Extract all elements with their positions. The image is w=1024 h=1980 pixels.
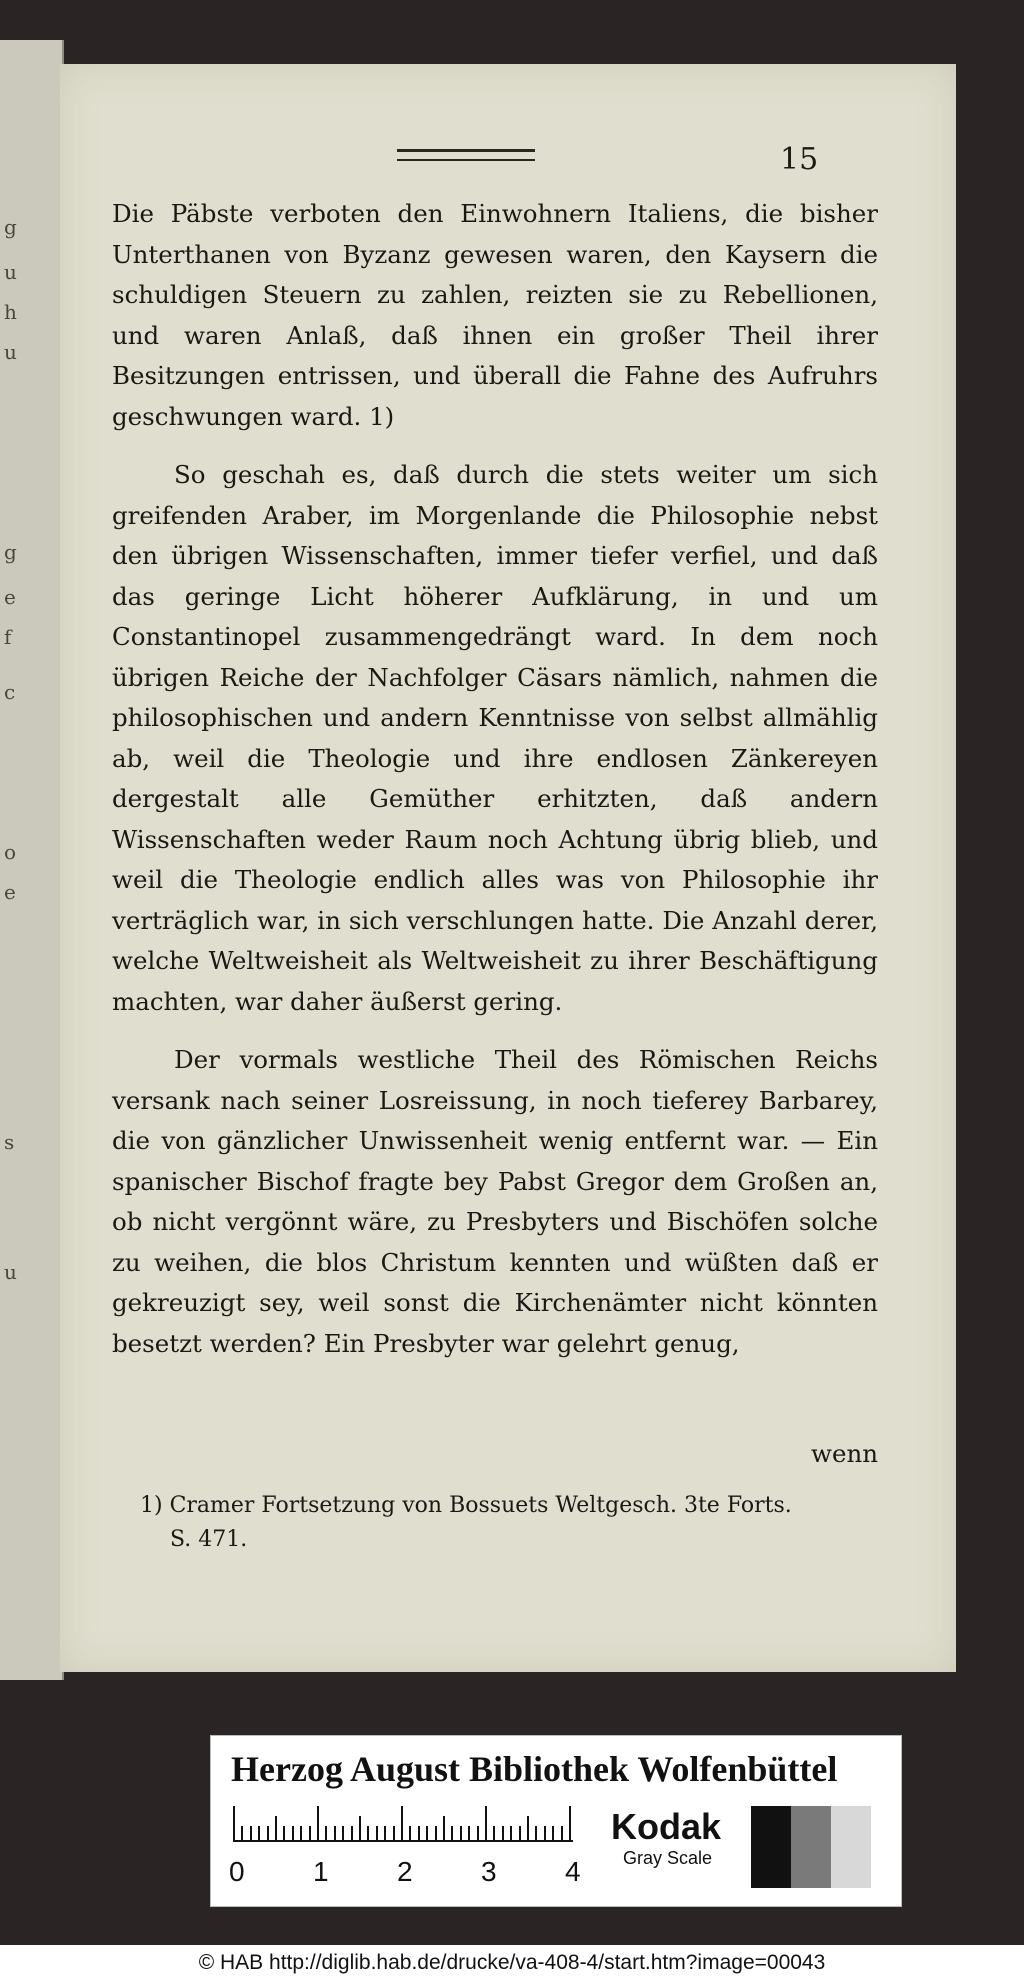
page-number: 15 bbox=[780, 142, 819, 177]
body-text bbox=[112, 194, 878, 1382]
ruler-label: 3 bbox=[481, 1856, 497, 1887]
ruler-tick bbox=[493, 1826, 495, 1840]
ruler-tick bbox=[510, 1826, 512, 1840]
footnote bbox=[140, 1489, 880, 1557]
page-edge-fragment: u bbox=[4, 340, 17, 364]
ruler-tick bbox=[359, 1816, 361, 1840]
footnote-line: S. 471. bbox=[170, 1527, 248, 1552]
ruler-tick bbox=[418, 1826, 420, 1840]
ruler-tick bbox=[561, 1826, 563, 1840]
ruler-tick bbox=[393, 1826, 395, 1840]
catchword: wenn bbox=[810, 1439, 878, 1468]
ruler-label: 2 bbox=[397, 1856, 413, 1887]
ruler-tick bbox=[258, 1826, 260, 1840]
ruler-tick bbox=[283, 1826, 285, 1840]
page-edge-fragment: e bbox=[4, 880, 16, 904]
ruler-tick bbox=[292, 1826, 294, 1840]
ruler-tick bbox=[401, 1806, 403, 1840]
ruler-tick bbox=[250, 1826, 252, 1840]
library-title: Herzog August Bibliothek Wolfenbüttel bbox=[231, 1749, 838, 1789]
page-edge-fragment: u bbox=[4, 260, 17, 284]
page-edge-fragment: u bbox=[4, 1260, 17, 1284]
page-edge-fragment: s bbox=[4, 1130, 15, 1154]
ruler-label: 4 bbox=[565, 1856, 581, 1887]
ruler-tick bbox=[384, 1826, 386, 1840]
ruler-tick bbox=[233, 1806, 235, 1840]
ruler-tick bbox=[300, 1826, 302, 1840]
ruler-tick bbox=[426, 1826, 428, 1840]
paragraph: So geschah es, daß durch die stets weiter um sich greifenden Araber, im Morgenlande die Philosophie nebst den übrigen Wissenschaften, immer tiefer verfiel, und daß das geringe Licht höherer Aufklärung, in und um Constantinopel zusammengedrängt ward. In dem noch übrigen Reiche der Nachfolger Cäsars nämlich, nahmen die philosophischen und andern Kenntnisse von selbst allmählig ab, weil die Theologie und ihre endlosen Zänkereyen dergestalt alle Gemüther erhitzten, daß andern Wissenschaften weder Raum noch Achtung übrig blieb, und weil die Theologie endlich alles was von Philosophie ihr verträglich war, in sich verschlungen hatte. Die Anzahl derer, welche Weltweisheit als Weltweisheit zu ihrer Beschäftigung machten, war daher äußerst gering. bbox=[112, 460, 878, 1016]
ruler-label: 0 bbox=[229, 1856, 245, 1887]
ruler-tick bbox=[317, 1806, 319, 1840]
ruler-tick bbox=[334, 1826, 336, 1840]
ruler-tick bbox=[552, 1826, 554, 1840]
ruler-tick bbox=[342, 1826, 344, 1840]
ruler-line bbox=[233, 1806, 573, 1842]
ruler-tick bbox=[485, 1806, 487, 1840]
ruler-tick bbox=[435, 1826, 437, 1840]
ruler-tick bbox=[241, 1826, 243, 1840]
footnote-line: 1) Cramer Fortsetzung von Bossuets Weltgesch. 3te Forts. bbox=[140, 1493, 792, 1518]
ruler-tick bbox=[367, 1826, 369, 1840]
page-edge-fragment: h bbox=[4, 300, 17, 324]
ruler-tick bbox=[569, 1806, 571, 1840]
ruler-tick bbox=[460, 1826, 462, 1840]
scale-ruler bbox=[229, 1806, 593, 1898]
page-edge-fragment: o bbox=[4, 840, 17, 864]
ruler-tick bbox=[376, 1826, 378, 1840]
color-calibration-card bbox=[210, 1735, 902, 1907]
ruler-tick bbox=[275, 1816, 277, 1840]
page-edge-fragment: c bbox=[4, 680, 16, 704]
ruler-label: 1 bbox=[313, 1856, 329, 1887]
gray-swatch-dark bbox=[751, 1806, 791, 1888]
page-edge-fragment: g bbox=[4, 215, 17, 239]
ruler-tick bbox=[502, 1826, 504, 1840]
previous-page-edge bbox=[0, 40, 64, 1680]
ruler-tick bbox=[409, 1826, 411, 1840]
ruler-tick bbox=[443, 1816, 445, 1840]
ruler-tick bbox=[267, 1826, 269, 1840]
gray-swatch-mid bbox=[791, 1806, 831, 1888]
ruler-tick bbox=[309, 1826, 311, 1840]
page-edge-fragment: e bbox=[4, 585, 16, 609]
ruler-tick bbox=[544, 1826, 546, 1840]
paragraph: Die Päbste verboten den Einwohnern Italiens, die bisher Unterthanen von Byzanz gewesen waren, den Kaysern die schuldigen Steuern zu zahlen, reizten sie zu Rebellionen, und waren Anlaß, daß ihnen ein großer Theil ihrer Besitzungen entrissen, und überall die Fahne des Aufruhrs geschwungen ward. 1) bbox=[112, 199, 878, 431]
grayscale-label: Gray Scale bbox=[623, 1848, 713, 1868]
gray-swatch-light bbox=[831, 1806, 871, 1888]
page-edge-fragment: f bbox=[4, 625, 12, 649]
ruler-tick bbox=[477, 1826, 479, 1840]
ruler-tick bbox=[468, 1826, 470, 1840]
ruler-tick bbox=[325, 1826, 327, 1840]
ruler-tick bbox=[535, 1826, 537, 1840]
kodak-logo: Kodak bbox=[611, 1806, 722, 1847]
ruler-tick bbox=[451, 1826, 453, 1840]
copyright-credit: © HAB http://diglib.hab.de/drucke/va-408-4/start.htm?image=00043 bbox=[0, 1945, 1024, 1980]
ruler-tick bbox=[519, 1826, 521, 1840]
ruler-tick bbox=[351, 1826, 353, 1840]
book-page bbox=[60, 64, 956, 1672]
header-rule bbox=[397, 149, 535, 161]
page-edge-fragment: g bbox=[4, 540, 17, 564]
ruler-tick bbox=[527, 1816, 529, 1840]
paragraph: Der vormals westliche Theil des Römischen Reichs versank nach seiner Losreissung, in noch tieferey Barbarey, die von gänzlicher Unwissenheit wenig entfernt war. — Ein spanischer Bischof fragte bey Pabst Gregor dem Großen an, ob nicht vergönnt wäre, zu Presbyters und Bischöfen solche zu weihen, die blos Christum kennten und wüßten daß er gekreuzigt sey, weil sonst die Kirchenämter nicht könnten besetzt werden? Ein Presbyter war gelehrt genug, bbox=[112, 1045, 878, 1358]
